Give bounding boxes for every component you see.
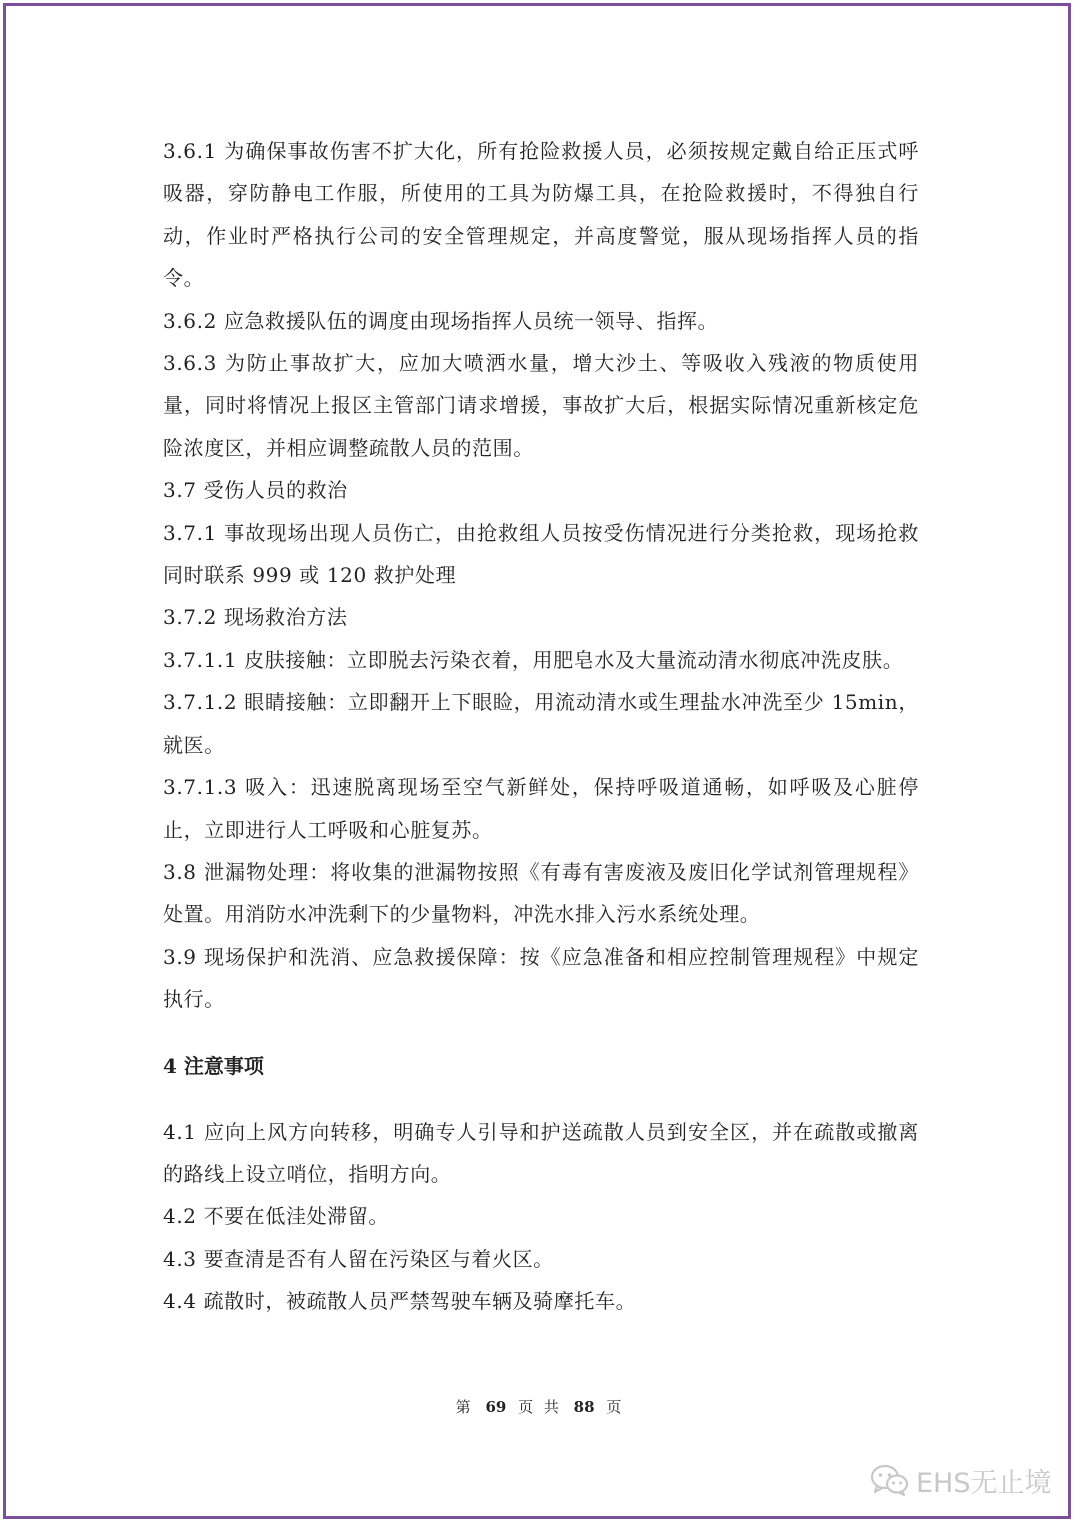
paragraph-3-7-1: 3.7.1 事故现场出现人员伤亡，由抢救组人员按受伤情况进行分类抢救，现场抢救同时联系 999 或 120 救护处理: [163, 520, 919, 588]
paragraph-3-6-1: 3.6.1 为确保事故伤害不扩大化，所有抢险救援人员，必须按规定戴自给正压式呼吸器，穿防静电工作服，所使用的工具为防爆工具，在抢险救援时，不得独自行动，作业时严格执行公司的安全管理规定，并高度警觉，服从现场指挥人员的指令。: [163, 139, 919, 291]
paragraph-4-1: 4.1 应向上风方向转移，明确专人引导和护送疏散人员到安全区，并在疏散或撤离的路线上设立哨位，指明方向。: [163, 1119, 919, 1186]
paragraph-3-7-1-1: 3.7.1.1 皮肤接触：立即脱去污染衣着，用肥皂水及大量流动清水彻底冲洗皮肤。: [163, 647, 904, 672]
wechat-icon: [870, 1463, 910, 1497]
paragraph-4-4: 4.4 疏散时，被疏散人员严禁驾驶车辆及骑摩托车。: [163, 1289, 637, 1314]
paragraph-3-9: 3.9 现场保护和洗消、应急救援保障：按《应急准备和相应控制管理规程》中规定执行。: [163, 944, 919, 1012]
paragraph-3-8: 3.8 泄漏物处理：将收集的泄漏物按照《有毒有害废液及废旧化学试剂管理规程》处置。用消防水冲洗剩下的少量物料，冲洗水排入污水系统处理。: [163, 859, 919, 927]
paragraph-4-2: 4.2 不要在低洼处滞留。: [163, 1204, 389, 1229]
footer-suffix: 页: [606, 1398, 625, 1416]
footer-prefix: 第: [455, 1398, 474, 1416]
section-heading: 4 注意事项: [163, 1053, 264, 1078]
paragraph-3-7-1-3: 3.7.1.3 吸入：迅速脱离现场至空气新鲜处，保持呼吸道通畅，如呼吸及心脏停止，立即进行人工呼吸和心脏复苏。: [163, 775, 919, 842]
paragraph-3-6-2: 3.6.2 应急救援队伍的调度由现场指挥人员统一领导、指挥。: [163, 308, 719, 333]
footer-current-page: 69: [485, 1398, 507, 1416]
paragraph-3-6-3: 3.6.3 为防止事故扩大，应加大喷洒水量，增大沙土、等吸收入残液的物质使用量，同时将情况上报区主管部门请求增援，事故扩大后，根据实际情况重新核定危险浓度区，并相应调整疏散人员的范围。: [163, 351, 919, 460]
watermark: [870, 1456, 1052, 1504]
paragraph-4-3: 4.3 要查清是否有人留在污染区与着火区。: [163, 1246, 554, 1271]
paragraph-3-7-2: 3.7.2 现场救治方法: [163, 605, 348, 630]
paragraph-3-7-1-2: 3.7.1.2 眼睛接触：立即翻开上下眼睑，用流动清水或生理盐水冲洗至少 15min，就医。: [163, 690, 919, 757]
document-body: [163, 130, 919, 1323]
footer-middle: 页 共: [518, 1398, 562, 1416]
footer-total-pages: 88: [573, 1398, 595, 1416]
watermark-text: EHS无止境: [916, 1467, 1052, 1499]
page-footer: [0, 1396, 1080, 1417]
paragraph-3-7: 3.7 受伤人员的救治: [163, 478, 348, 503]
